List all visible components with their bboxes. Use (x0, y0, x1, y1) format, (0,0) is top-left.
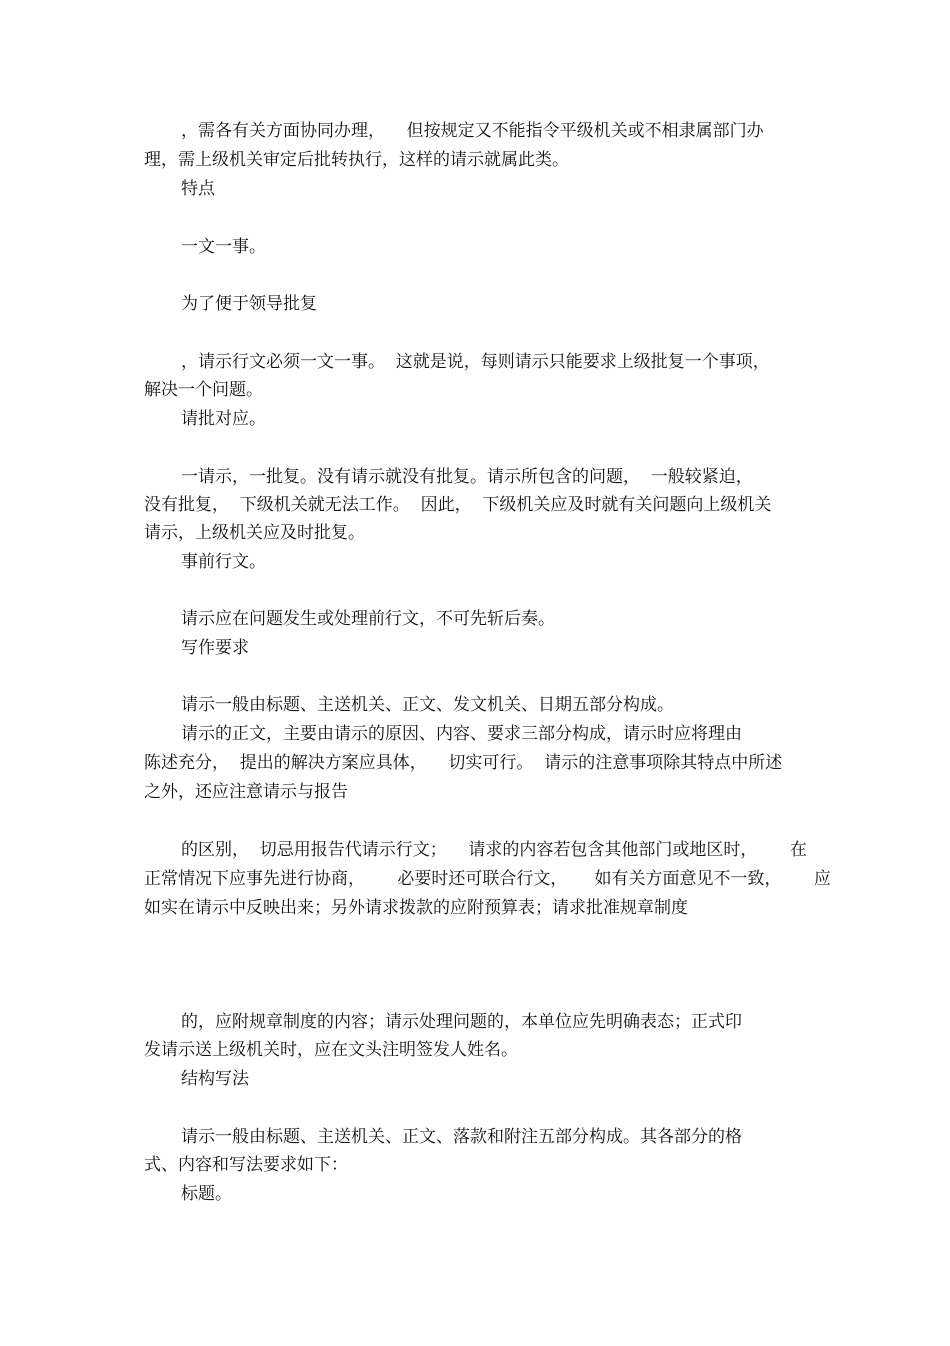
paragraph-line: 如实在请示中反映出来；另外请求拨款的应附预算表；请求批准规章制度 (144, 898, 688, 918)
subheading: 事前行文。 (181, 552, 266, 572)
paragraph-line: 请示，上级机关应及时批复。 (144, 523, 365, 543)
paragraph-line: 式、内容和写法要求如下： (144, 1155, 348, 1175)
paragraph-line: 一请示，一批复。没有请示就没有批复。请示所包含的问题， 一般较紧迫， (181, 467, 753, 487)
paragraph-line: 为了便于领导批复 (181, 294, 317, 314)
paragraph-line: 请示一般由标题、主送机关、正文、落款和附注五部分构成。其各部分的格 (181, 1127, 742, 1147)
section-heading: 特点 (181, 179, 215, 199)
section-heading: 写作要求 (181, 638, 249, 658)
paragraph-line: 陈述充分， 提出的解决方案应具体， 切实可行。 请示的注意事项除其特点中所述 (144, 753, 783, 773)
paragraph-line: 没有批复， 下级机关就无法工作。 因此， 下级机关应及时就有关问题向上级机关 (144, 495, 772, 515)
paragraph-line: 的，应附规章制度的内容；请示处理问题的，本单位应先明确表态；正式印 (181, 1012, 742, 1032)
paragraph-line: 之外，还应注意请示与报告 (144, 782, 348, 802)
paragraph-line: 请示一般由标题、主送机关、正文、发文机关、日期五部分构成。 (181, 695, 674, 715)
subheading: 一文一事。 (181, 237, 266, 257)
subheading: 标题。 (181, 1184, 232, 1204)
subheading: 请批对应。 (181, 409, 266, 429)
paragraph-line: 正常情况下应事先进行协商， 必要时还可联合行文， 如有关方面意见不一致， 应 (144, 869, 831, 889)
paragraph-line: 请示应在问题发生或处理前行文，不可先斩后奏。 (181, 609, 555, 629)
section-heading: 结构写法 (181, 1069, 249, 1089)
paragraph-line: 的区别， 切忌用报告代请示行文； 请求的内容若包含其他部门或地区时， 在 (181, 840, 807, 860)
paragraph-line: 请示的正文，主要由请示的原因、内容、要求三部分构成，请示时应将理由 (181, 724, 742, 744)
paragraph-line: 理，需上级机关审定后批转执行，这样的请示就属此类。 (144, 150, 569, 170)
paragraph-line: ，请示行文必须一文一事。 这就是说，每则请示只能要求上级批复一个事项， (181, 352, 770, 372)
paragraph-line: 解决一个问题。 (144, 380, 263, 400)
paragraph-line: 发请示送上级机关时，应在文头注明签发人姓名。 (144, 1040, 518, 1060)
paragraph-line: ，需各有关方面协同办理， 但按规定又不能指令平级机关或不相隶属部门办 (181, 121, 764, 141)
